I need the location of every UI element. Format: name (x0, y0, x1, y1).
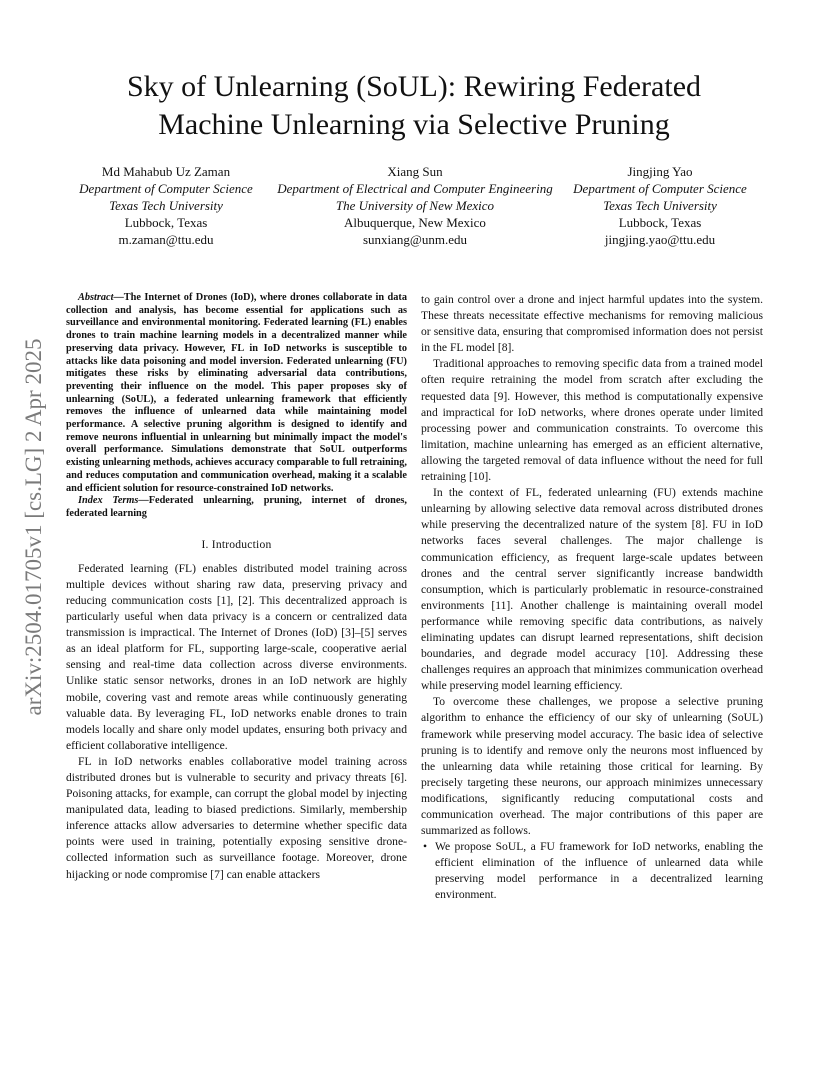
body-paragraph: FL in IoD networks enables collaborative model training across distributed drones but is vulnerable to security and privacy threats [6]. Poisoning attacks, for example, can corrupt the global model by injecting manipulated data, leading to biased predictions. Similarly, membership inference attacks allow adversaries to determine whether specific data points were used in training, potentially exposing sensitive drone-collected information such as surveillance footage. Moreover, drone hijacking or node compromise [7] can enable attackers (66, 754, 407, 881)
abstract-text: —The Internet of Drones (IoD), where drones collaborate in data collection and analysis, has become essential for applications such as surveillance and environmental monitoring. Federated learning (FL) enables drones to train machine learning models in a decentralized manner while preserving data privacy. However, FL in IoD networks is susceptible to attacks like data poisoning and model inversion. Federated unlearning (FU) mitigates these risks by eliminating adversarial data contributions, preventing their influence on the model. This paper proposes sky of unlearning (SoUL), a federated unlearning framework that efficiently removes the influence of unlearned data while maintaining model performance. A selective pruning algorithm is designed to identify and remove neurons influential in unlearning but minimally impact the model's overall performance. Simulations demonstrate that SoUL outperforms existing unlearning methods, achieves accuracy comparable to full retraining, and reduces computation and communication overhead, making it a scalable and efficient solution for resource-constrained IoD networks. (66, 292, 407, 494)
author-block-3 (560, 163, 760, 248)
author-email[interactable]: jingjing.yao@ttu.edu (604, 232, 716, 247)
section-heading: I. Introduction (201, 537, 272, 551)
index-terms-label: Index Terms (78, 495, 139, 507)
left-column (66, 292, 407, 883)
body-paragraph: To overcome these challenges, we propose a selective pruning algorithm to enhance the efficiency of our sky of unlearning (SoUL) framework while preserving model accuracy. The basic idea of selective pruning is to identify and remove only the neurons most influenced by the unlearning data while retaining those critical for learning. By precisely targeting these neurons, our approach minimizes unnecessary modifications, significantly reducing computational costs and communication overhead. The major contributions of this paper are summarized as follows. (421, 695, 763, 838)
author-email[interactable]: sunxiang@unm.edu (362, 232, 468, 247)
list-item: • We propose SoUL, a FU framework for IoD networks, enabling the efficient elimination of the influence of unlearned data while preserving model performance in a decentralized learning environment. (435, 839, 763, 903)
author-dept: Department of Electrical and Computer Engineering (277, 181, 553, 196)
right-column (421, 292, 763, 904)
body-paragraph: In the context of FL, federated unlearning (FU) extends machine unlearning by allowing selective data removal across distributed drones while preserving the decentralized nature of the system [8]. FU in IoD networks faces several challenges. The major challenge is communication efficiency, as frequent large-scale updates between drones and the central server significantly increase bandwidth consumption, which is particularly problematic in resource-constrained environments [11]. Another challenge is maintaining overall model performance while removing specific data contributions, as naively eliminating updates can disrupt learned representations, shift decision boundaries, and degrade model accuracy [10]. Addressing these challenges requires an approach that minimizes communication overhead while preserving model learning efficiency. (421, 486, 763, 693)
author-name: Xiang Sun (387, 164, 443, 179)
author-univ: Texas Tech University (603, 198, 717, 213)
abstract (66, 292, 407, 495)
arxiv-identifier[interactable]: arXiv:2504.01705v1 [cs.LG] 2 Apr 2025 (21, 338, 46, 716)
abstract-label: Abstract (78, 292, 114, 303)
body-paragraph: Federated learning (FL) enables distributed model training across multiple devices without sharing raw data, preserving privacy and reducing communication costs [1], [2]. This decentralized approach is particularly useful when data privacy is a concern or centralized data transmission is impractical. The Internet of Drones (IoD) [3]–[5] serves as an ideal platform for FL, supporting large-scale, cooperative aerial sensing and real-time data collection across diverse environments. Unlike static sensor networks, drones in an IoD network are highly mobile, covering vast and remote areas while continuously generating valuable data. By leveraging FL, IoD networks enable drones to train models locally and share only model updates, ensuring both privacy and efficient collaborative intelligence. (66, 561, 407, 752)
author-name: Jingjing Yao (627, 164, 693, 179)
author-name: Md Mahabub Uz Zaman (101, 164, 231, 179)
author-univ: The University of New Mexico (335, 198, 495, 213)
index-terms (66, 495, 407, 520)
author-city: Lubbock, Texas (124, 215, 208, 230)
index-terms-text: —Federated unlearning, pruning, internet of drones, federated learning (66, 495, 407, 519)
title-line-2: Machine Unlearning via Selective Pruning (158, 108, 670, 141)
author-city: Lubbock, Texas (618, 215, 702, 230)
author-block-2 (260, 163, 570, 248)
author-email[interactable]: m.zaman@ttu.edu (118, 232, 214, 247)
author-dept: Department of Computer Science (79, 181, 253, 196)
author-city: Albuquerque, New Mexico (344, 215, 486, 230)
author-block-1 (56, 163, 276, 248)
arxiv-sidebar (14, 292, 54, 762)
body-paragraph: Traditional approaches to removing specific data from a trained model often require retraining the model from scratch after excluding the requested data [9]. However, this method is computationally expensive and impractical for IoD networks, where drones operate under limited processing power and communication constraints. To overcome this limitation, machine unlearning has emerged as an efficient alternative, allowing the targeted removal of data influence without the need for full retraining [10]. (421, 357, 763, 484)
author-univ: Texas Tech University (109, 198, 223, 213)
contributions-list (421, 839, 763, 903)
body-paragraph: to gain control over a drone and inject harmful updates into the system. These threats necessitate effective mechanisms for removing malicious or sensitive data, ensuring that compromised information does not persist in the FL model [8]. (421, 293, 763, 355)
paper-title (0, 68, 828, 144)
author-dept: Department of Computer Science (573, 181, 747, 196)
title-line-1: Sky of Unlearning (SoUL): Rewiring Federated (126, 70, 702, 103)
